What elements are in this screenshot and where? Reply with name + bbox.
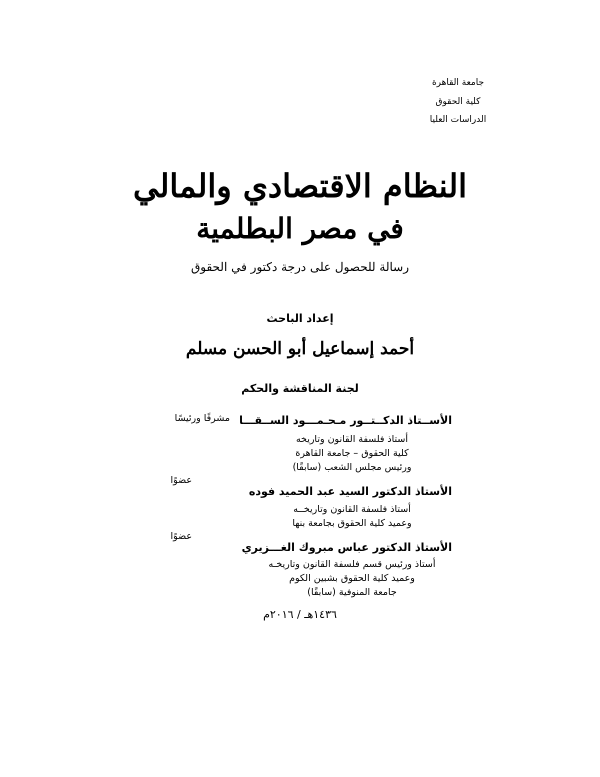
- thesis-date: ١٤٣٦هـ / ٢٠١٦م: [263, 608, 337, 621]
- researcher-name: أحمد إسماعيل أبو الحسن مسلم: [185, 339, 415, 359]
- thesis-subtitle: رسالة للحصول على درجة دكتور في الحقوق: [190, 260, 410, 274]
- committee-member-title-line: وعميد كلية الحقوق بجامعة بنها: [292, 518, 412, 529]
- committee-member-title-line: وعميد كلية الحقوق بشبين الكوم: [289, 573, 415, 584]
- thesis-title-line-1: النظام الاقتصادي والمالي: [132, 167, 468, 205]
- committee-member-name: الأســتاذ الدكــتــور مـحـمـــود الســقـــا: [239, 414, 452, 427]
- committee-member-role: عضوًا: [170, 475, 192, 486]
- committee-member-title-line: ورئيس مجلس الشعب (سابقًا): [292, 462, 412, 473]
- committee-member-name: الأستاذ الدكتور السيد عبد الحميد فوده: [248, 485, 452, 498]
- committee-member-title-line: أستاذ فلسفة القانون وتاريخــه: [293, 504, 411, 515]
- committee-member-title-line: أستاذ ورئيس قسم فلسفة القانون وتاريخـه: [268, 559, 436, 570]
- committee-member-role: مشرفًا ورئيسًا: [174, 413, 230, 424]
- committee-title: لجنة المناقشة والحكم: [241, 382, 359, 395]
- committee-member-name: الأستاذ الدكتور عباس مبروك الغـــزيري: [241, 541, 452, 554]
- university-name: جامعة القاهرة: [431, 78, 485, 88]
- thesis-title-line-2: في مصر البطلمية: [196, 212, 404, 245]
- committee-member-title-line: جامعة المنوفية (سابقًا): [307, 587, 397, 598]
- faculty-name: كلية الحقوق: [435, 97, 481, 107]
- committee-member-role: عضوًا: [170, 531, 192, 542]
- committee-member-title-line: أستاذ فلسفة القانون وتاريخه: [295, 434, 409, 445]
- committee-member-title-line: كلية الحقوق – جامعة القاهرة: [295, 448, 409, 459]
- department-name: الدراسات العليا: [429, 115, 487, 125]
- researcher-label: إعداد الباحث: [266, 312, 334, 325]
